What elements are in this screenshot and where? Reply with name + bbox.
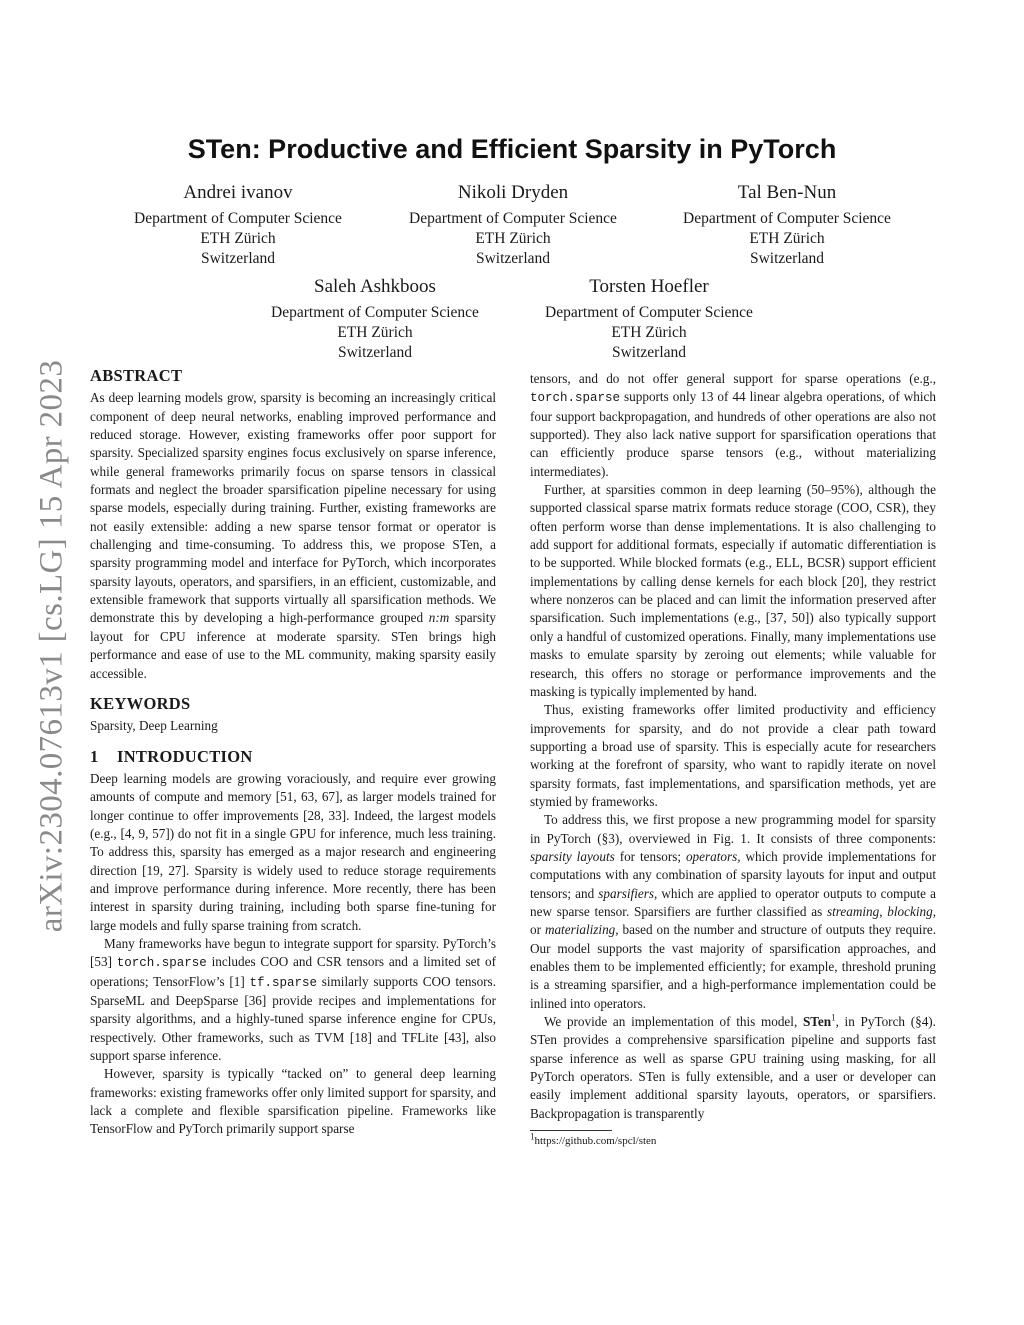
author-institution: ETH Zürich [200,230,276,247]
introduction-section [90,748,496,1139]
abstract-heading: ABSTRACT [90,366,183,385]
author-name: Torsten Hoefler [589,276,709,297]
body-paragraph: Thus, existing frameworks offer limited productivity and efficiency improvements for sparsity, and do not provide a clear path toward supporting a broad use of sparsity. This is especially acute for researchers working at the forefront of sparsity, who want to rapidly iterate on novel sparsity formats, fast implementations, and sparsification methods, yet are stymied by frameworks. [530,702,936,809]
author-institution: ETH Zürich [749,230,825,247]
body-paragraph: To address this, we first propose a new programming model for sparsity in PyTorch (§3), overviewed in Fig. 1. It consists of three components: sparsity layouts for tensors; operators, which provide implementations for computations with any combination of sparsity layouts for input and output tensors; and sparsifiers, which are applied to operator outputs to compute a new sparse tensor. Sparsifiers are further classified as streaming, blocking, or materializing, based on the number and structure of outputs they require. Our model supports the vast majority of sparsification approaches, and enables them to be implemented efficiently; for example, threshold pruning is a streaming sparsifier, and a high-performance implementation could be inlined into operators. [530,812,937,1011]
author-block [509,275,789,363]
footnote-divider [530,1130,612,1131]
author-block [373,181,653,269]
author-department: Department of Computer Science [271,304,479,321]
author-institution: ETH Zürich [611,324,687,341]
left-column [90,367,496,1139]
author-country: Switzerland [475,250,551,267]
author-block [647,181,927,269]
author-institution: ETH Zürich [475,230,551,247]
body-paragraph: tensors, and do not offer general support for sparse operations (e.g., torch.sparse supports only 13 of 44 linear algebra operations, of which four support backpropagation, and hundreds of other operations are also not supported). They also lack native support for sparsification operations that can efficiently produce sparse tensors (e.g., without materializing intermediates). [530,371,936,479]
footnote-link[interactable]: https://github.com/spcl/sten [534,1135,657,1148]
author-department: Department of Computer Science [134,210,342,227]
author-country: Switzerland [337,344,413,361]
author-name: Andrei ivanov [183,182,293,203]
body-paragraph: Many frameworks have begun to integrate support for sparsity. PyTorch’s [53] torch.sparse includes COO and CSR tensors and a limited set of operations; TensorFlow’s [1] tf.sparse similarly supports COO tensors. SparseML and DeepSparse [36] provide recipes and implementations for sparsity algorithms, and a highly-tuned sparse inference engine for CPUs, respectively. Other frameworks, such as TVM [18] and TFLite [43], also support sparse inference. [90,935,496,1064]
author-name: Saleh Ashkboos [314,276,436,297]
author-country: Switzerland [749,250,825,267]
right-column [530,370,936,1148]
author-block [98,181,378,269]
abstract-paragraph: As deep learning models grow, sparsity is becoming an increasingly critical component of deep neural networks, enabling improved performance and reduced storage. However, existing frameworks offer poor support for sparsity. Specialized sparsity engines focus exclusively on sparse inference, while general frameworks primarily focus on sparse tensors in classical formats and neglect the broader sparsification pipeline necessary for using sparse models, especially during training. Further, existing frameworks are not easily extensible: adding a new sparse tensor format or operator is challenging and time-consuming. To address this, we propose STen, a sparsity programming model and interface for PyTorch, which incorporates sparsity layouts, operators, and sparsifiers, in an efficient, customizable, and extensible framework that supports virtually all sparsification methods. We demonstrate this by developing a high-performance grouped n:m sparsity layout for CPU inference at moderate sparsity. STen brings high performance and ease of use to the ML community, making sparsity easily accessible. [90,390,496,681]
author-department: Department of Computer Science [545,304,753,321]
author-name: Tal Ben-Nun [737,182,837,203]
author-country: Switzerland [611,344,687,361]
keywords-section [90,695,496,736]
body-paragraph: However, sparsity is typically “tacked on” to general deep learning frameworks: existing frameworks offer only limited support for sparsity, and lack a complete and flexible sparsification pipeline. Frameworks like TensorFlow and PyTorch primarily support sparse [90,1066,496,1137]
author-department: Department of Computer Science [409,210,617,227]
keywords-text: Sparsity, Deep Learning [90,718,218,734]
keywords-heading: KEYWORDS [90,693,191,713]
footnote: $^1$https://github.com/spcl/sten [530,1131,657,1148]
arxiv-identifier: arXiv:2304.07613v1 [cs.LG] 15 Apr 2023 [33,359,70,933]
author-block [235,275,515,363]
paper-title: STen: Productive and Efficient Sparsity in PyTorch [187,134,837,164]
body-paragraph: Further, at sparsities common in deep learning (50–95%), although the supported classical sparse matrix formats reduce storage (COO, CSR), they often perform worse than dense implementations. It is also challenging to add support for additional formats, especially if automatic differentiation is to be supported. While blocked formats (e.g., ELL, BCSR) support efficient implementations by calling dense kernels for each block [20], they restrict where nonzeros can be placed and can limit the information preserved after sparsification. Such implementations (e.g., [37, 50]) also typically support only a handful of customized operations. Finally, many implementations use masks to emulate sparsity by zeroing out elements; while valuable for research, this offers no storage or performance improvements and the masking is typically implemented by hand. [530,482,936,699]
author-department: Department of Computer Science [683,210,891,227]
author-institution: ETH Zürich [337,324,413,341]
author-name: Nikoli Dryden [457,182,569,203]
author-country: Switzerland [200,250,276,267]
body-paragraph: Deep learning models are growing voraciously, and require ever growing amounts of compute and memory [51, 63, 67], as larger models trained for longer continue to offer improvements [28, 33]. Indeed, the largest models (e.g., [4, 9, 57]) do not fit in a single GPU for inference, much less training. To address this, sparsity has emerged as a major research and engineering direction [19, 27]. Sparsity is widely used to reduce storage requirements and improve performance during inference. More recently, there has been interest in sparsity during training, including both sparse fine-tuning for large models and fully sparse training from scratch. [90,770,496,933]
section-heading-introduction: 1 INTRODUCTION [90,746,253,766]
body-paragraph: We provide an implementation of this model, STen$^1$, in PyTorch (§4). STen provides a comprehensive sparsification pipeline and supports fast sparse inference as well as sparse GPU training using masking, for all PyTorch operators. STen is fully extensible, and a user or developer can easily implement additional sparsity layouts, operators, or sparsifiers. Backpropagation is transparently [530,1012,936,1121]
